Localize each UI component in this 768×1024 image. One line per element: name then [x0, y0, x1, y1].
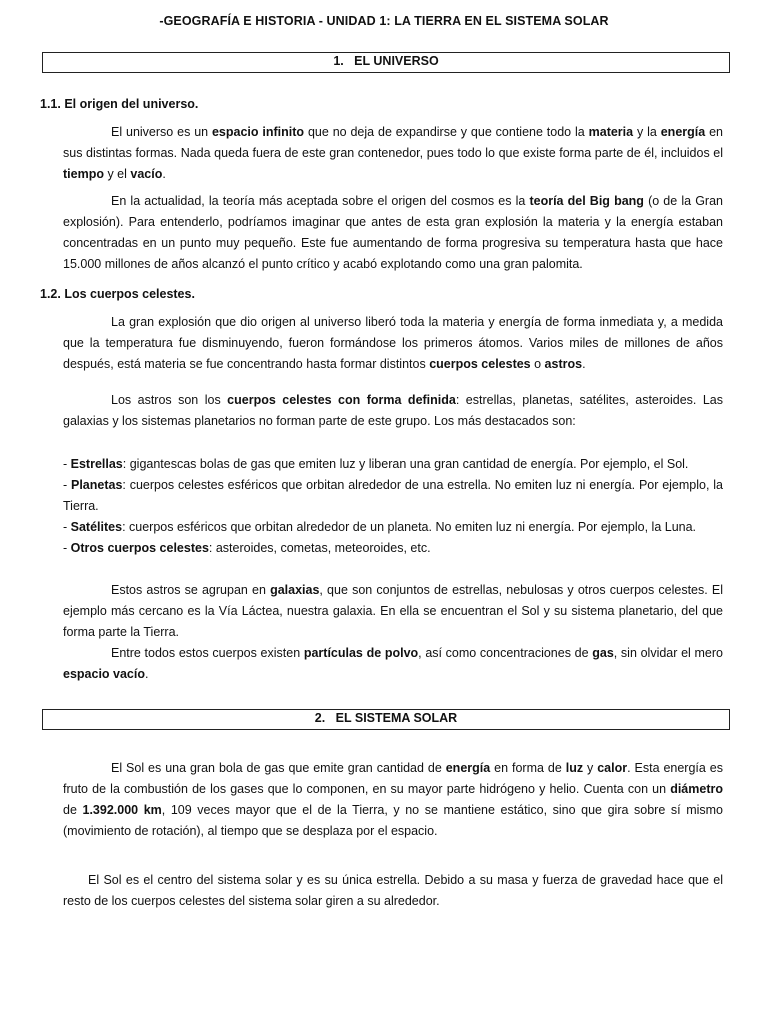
section-2-title: EL SISTEMA SOLAR — [335, 711, 458, 725]
celestial-bodies-list — [63, 454, 723, 559]
section-2-header-box — [42, 709, 730, 730]
document-title: -GEOGRAFÍA E HISTORIA - UNIDAD 1: LA TIERRA EN EL SISTEMA SOLAR — [159, 14, 609, 28]
section-1-number: 1. — [333, 54, 344, 68]
heading-1-1: 1.1. El origen del universo. — [40, 97, 199, 111]
paragraph-1-2-d: Entre todos estos cuerpos existen partículas de polvo, así como concentraciones de gas, sin olvidar el mero espacio vacío. — [63, 646, 723, 681]
heading-1-2: 1.2. Los cuerpos celestes. — [40, 287, 195, 301]
section-2-number: 2. — [314, 711, 326, 725]
paragraph-1-2-a: La gran explosión que dio origen al universo liberó toda la materia y energía de forma inmediata y, a medida que la temperatura fue disminuyendo, fueron formándose los primeros átomos. Varios miles de millones de años después, está materia se fue concentrando hasta formar distintos cuerpos celestes o astros. — [63, 315, 723, 371]
paragraph-1-2-c: Estos astros se agrupan en galaxias, que son conjuntos de estrellas, nebulosas y otros cuerpos celestes. El ejemplo más cercano es la Vía Láctea, nuestra galaxia. En ella se encuentran el Sol y su sistema planetario, del que forma parte la Tierra. — [63, 583, 723, 639]
paragraph-2-a: El Sol es una gran bola de gas que emite gran cantidad de energía en forma de luz y calor. Esta energía es fruto de la combustión de los gases que lo componen, en su mayor parte hidrógeno y helio. Cuenta con un diámetro de 1.392.000 km, 109 veces mayor que el de la Tierra, y no se mantiene estático, sino que gira sobre sí mismo (movimiento de rotación), al tiempo que se desplaza por el espacio. — [63, 761, 723, 838]
paragraph-1-1-a: El universo es un espacio infinito que no deja de expandirse y que contiene todo la materia y la energía en sus distintas formas. Nada queda fuera de este gran contenedor, pues todo lo que existe forma parte de él, incluidos el tiempo y el vacío. — [63, 125, 723, 181]
paragraph-1-1-b: En la actualidad, la teoría más aceptada sobre el origen del cosmos es la teoría del Big bang (o de la Gran explosión). Para entenderlo, podríamos imaginar que antes de esta gran explosión la materia y la energía estaban concentradas en un punto muy pequeño. Este fue aumentando de forma progresiva su temperatura hasta que hace 15.000 millones de años alcanzó el punto crítico y acabó explotando como una gran palomita. — [63, 194, 723, 271]
list-item: - Estrellas: gigantescas bolas de gas que emiten luz y liberan una gran cantidad de energía. Por ejemplo, el Sol. — [63, 457, 689, 471]
list-item: - Otros cuerpos celestes: asteroides, cometas, meteoroides, etc. — [63, 541, 431, 555]
list-item: - Planetas: cuerpos celestes esféricos que orbitan alrededor de una estrella. No emiten luz ni energía. Por ejemplo, la Tierra. — [63, 478, 723, 513]
section-1-title: EL UNIVERSO — [354, 54, 439, 68]
paragraph-1-2-b: Los astros son los cuerpos celestes con forma definida: estrellas, planetas, satélites, asteroides. Las galaxias y los sistemas planetarios no forman parte de este grupo. Los más destacados son: — [63, 393, 724, 428]
paragraph-2-b: El Sol es el centro del sistema solar y es su única estrella. Debido a su masa y fuerza de gravedad hace que el resto de los cuerpos celestes del sistema solar giren a su alrededor. — [63, 873, 723, 908]
section-1-header-box — [42, 52, 730, 73]
list-item: - Satélites: cuerpos esféricos que orbitan alrededor de un planeta. No emiten luz ni energía. Por ejemplo, la Luna. — [63, 520, 697, 534]
